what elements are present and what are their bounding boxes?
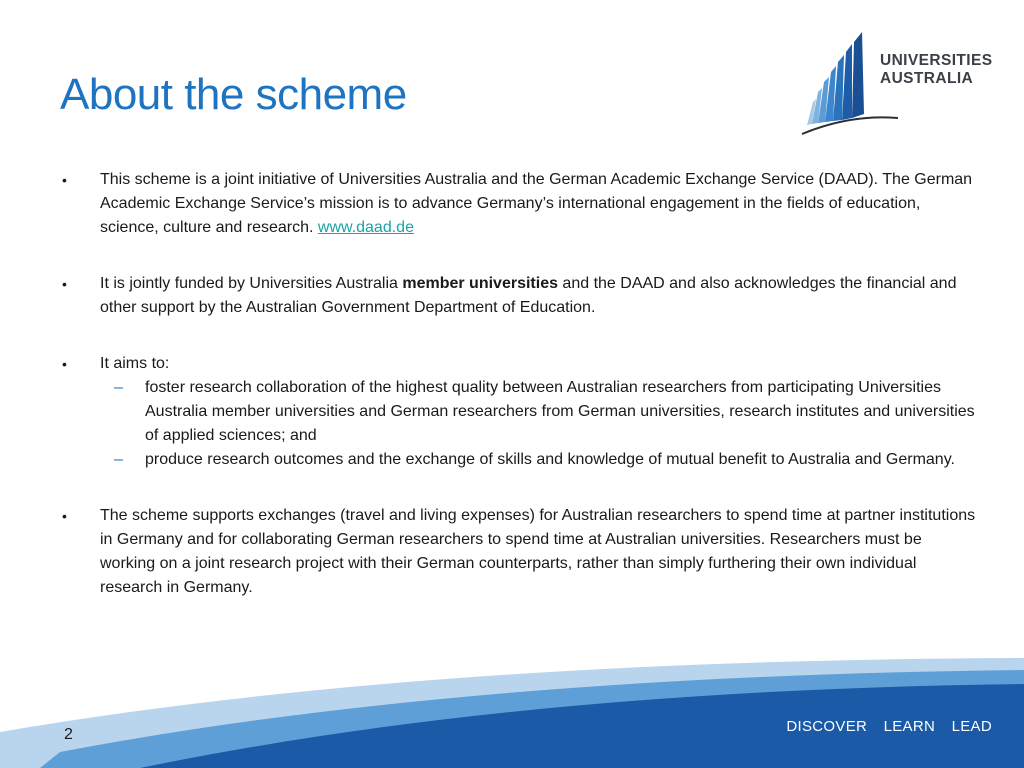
logo-line-2: AUSTRALIA bbox=[880, 70, 974, 87]
sub-bullet-1 bbox=[60, 376, 980, 448]
footer-tagline bbox=[774, 718, 992, 735]
bullet-icon: • bbox=[62, 276, 67, 292]
page-number: 2 bbox=[64, 726, 73, 743]
bullet-2-text-end: and the DAAD and also acknowledges the financial and other support by the Australian Government Department of Education. bbox=[100, 275, 957, 316]
dash-icon: – bbox=[114, 451, 123, 468]
bullet-icon: • bbox=[62, 356, 67, 372]
bullet-2 bbox=[60, 272, 980, 320]
logo-line-1: UNIVERSITIES bbox=[880, 52, 993, 69]
sub-bullet-1-text: foster research collaboration of the highest quality between Australian researchers from participating Universities Australia member universities and German researchers from German universities, research institutes and universities of applied sciences; and bbox=[145, 379, 975, 444]
tagline-discover: DISCOVER bbox=[786, 718, 868, 735]
tagline-learn: LEARN bbox=[883, 718, 936, 735]
bullet-4 bbox=[60, 504, 980, 600]
bullet-3 bbox=[60, 352, 980, 472]
footer-swoosh bbox=[0, 640, 1024, 768]
slide-title: About the scheme bbox=[60, 70, 407, 119]
bullet-4-text: The scheme supports exchanges (travel and living expenses) for Australian researchers to spend time at partner institutions in Germany and for collaborating German researchers to spend time at Australian universities. Researchers must be working on a joint research project with their German counterparts, rather than simply furthering their own individual research in Germany. bbox=[100, 507, 976, 596]
slide-body bbox=[60, 168, 980, 632]
bullet-1-text: This scheme is a joint initiative of Universities Australia and the German Academic Exchange Service (DAAD). The German Academic Exchange Service’s mission is to advance Germany’s international engagement in the fields of education, science, culture and research. bbox=[100, 171, 973, 236]
logo-wordmark bbox=[880, 52, 992, 88]
dash-icon: – bbox=[114, 379, 123, 396]
bullet-2-bold-text: member universities bbox=[402, 275, 558, 292]
bullet-3-text: It aims to: bbox=[100, 355, 170, 372]
bullet-2-text-start: It is jointly funded by Universities Australia bbox=[100, 275, 403, 292]
daad-link[interactable]: www.daad.de bbox=[317, 219, 414, 236]
bullet-icon: • bbox=[62, 172, 67, 188]
tagline-lead: LEAD bbox=[951, 718, 992, 735]
bullet-1 bbox=[60, 168, 980, 240]
sub-bullet-2-text: produce research outcomes and the exchange of skills and knowledge of mutual benefit to Australia and Germany. bbox=[145, 451, 955, 468]
sub-bullet-2 bbox=[60, 448, 980, 472]
bullet-icon: • bbox=[62, 508, 67, 524]
